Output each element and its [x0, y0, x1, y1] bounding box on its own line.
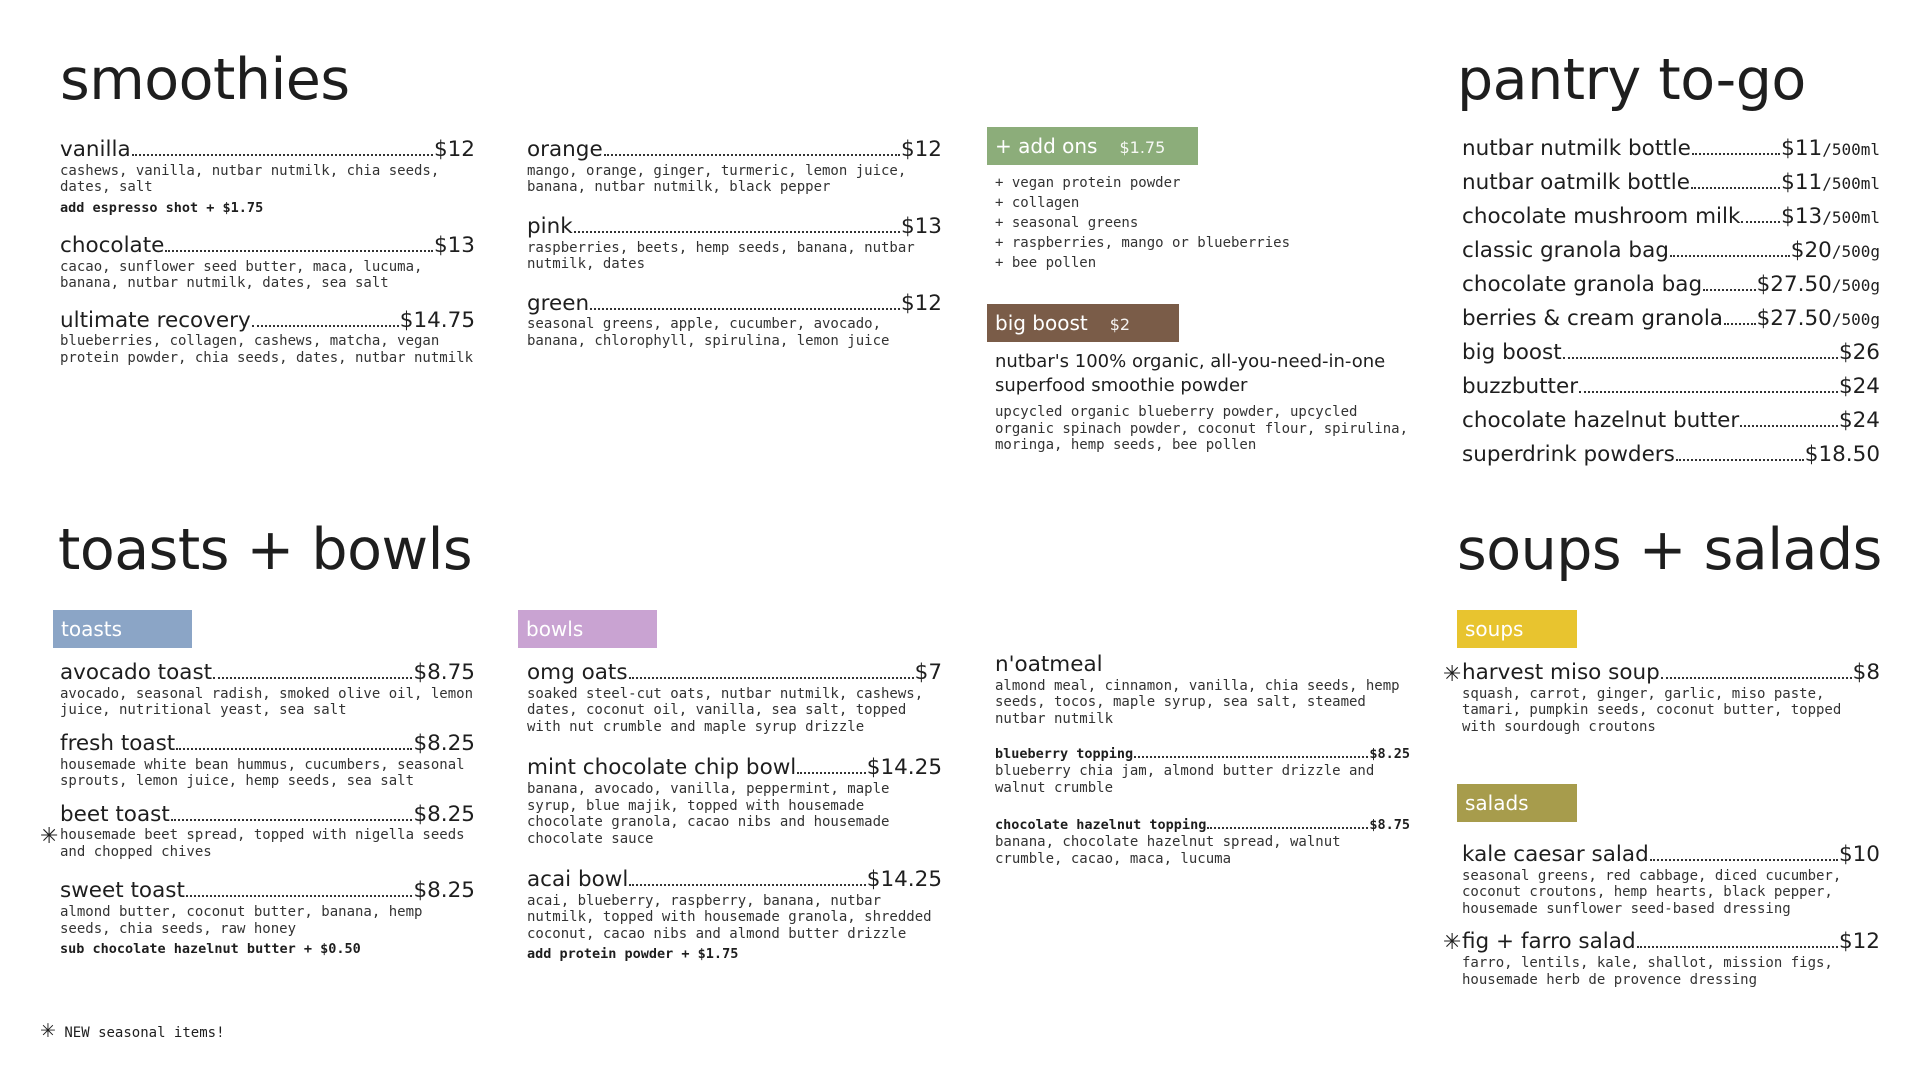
pantry-item [1462, 306, 1880, 340]
big-boost-price: $2 [1109, 315, 1131, 334]
pantry-item [1462, 170, 1880, 204]
item-description: squash, carrot, ginger, garlic, miso paste, tamari, pumpkin seeds, coconut butter, topped with sourdough croutons [1462, 685, 1842, 735]
item-unit: /500ml [1822, 208, 1880, 227]
item-unit: /500ml [1822, 140, 1880, 159]
item-price: $26 [1838, 340, 1880, 365]
bowls-tag: bowls [518, 610, 657, 648]
soups-salads-heading: soups + salads [1457, 517, 1882, 583]
item-price: $12 [900, 290, 942, 316]
leader-dots [629, 677, 914, 679]
item-description: avocado, seasonal radish, smoked olive oil, lemon juice, nutritional yeast, sea salt [60, 685, 474, 719]
item-price: $24 [1838, 408, 1880, 433]
item-price: $8.75 [413, 660, 475, 685]
item-unit: /500g [1831, 242, 1880, 261]
item-name: omg oats [527, 660, 628, 685]
item-name: superdrink powders [1462, 442, 1675, 467]
item-description: almond butter, coconut butter, banana, hemp seeds, chia seeds, raw honey [60, 904, 423, 937]
item-name: pink [527, 213, 573, 239]
leader-dots [165, 250, 433, 252]
item-description: raspberries, beets, hemp seeds, banana, nutbar nutmilk, dates [527, 239, 915, 273]
topping-item [995, 816, 1410, 867]
item-name: ultimate recovery [60, 307, 251, 333]
item-name: fresh toast [60, 730, 176, 756]
menu-item [527, 291, 942, 350]
item-price: $12 [433, 137, 475, 162]
item-price: $14.25 [866, 755, 942, 781]
list-item: + collagen [995, 195, 1080, 211]
item-price: $12 [1838, 929, 1880, 955]
topping-name: blueberry topping [995, 746, 1134, 763]
item-description: banana, avocado, vanilla, peppermint, maple syrup, blue majik, topped with housemade chocolate granola, cacao nibs and housemade chocolate sauce [527, 781, 890, 847]
item-extra: sub chocolate hazelnut butter + $0.50 [60, 941, 361, 958]
leader-dots [171, 819, 413, 821]
pantry-item [1462, 340, 1880, 374]
list-item: + seasonal greens [995, 215, 1139, 231]
item-unit: /500ml [1822, 174, 1880, 193]
leader-dots [1741, 221, 1780, 223]
bowls-list [527, 660, 942, 963]
item-price: $14.75 [399, 307, 475, 333]
item-price: $20 [1790, 238, 1832, 263]
big-boost-headline: nutbar's 100% organic, all-you-need-in-one superfood smoothie powder [995, 351, 1386, 396]
smoothies-heading: smoothies [60, 47, 350, 113]
footnote-text: NEW seasonal items! [64, 1025, 225, 1041]
item-price: $14.25 [866, 867, 942, 893]
item-description: acai, blueberry, raspberry, banana, nutbar nutmilk, topped with housemade granola, shredded coconut, cacao nibs and almond butter drizzle [527, 892, 932, 942]
leader-dots [629, 884, 865, 886]
add-ons-tag [987, 127, 1198, 165]
item-name: n'oatmeal [995, 652, 1103, 677]
menu-item [60, 731, 475, 790]
item-name: fig + farro salad [1462, 929, 1636, 955]
item-extra: add espresso shot + $1.75 [60, 199, 264, 216]
topping-description: banana, chocolate hazelnut spread, walnut crumble, cacao, maca, lucuma [995, 834, 1341, 867]
item-price: $8.25 [413, 801, 475, 827]
leader-dots [797, 772, 865, 774]
new-item-star-icon: ✳ [40, 1020, 56, 1042]
item-price: $12 [900, 137, 942, 162]
item-name: classic granola bag [1462, 238, 1669, 263]
item-unit: /500g [1831, 276, 1880, 295]
leader-dots [1637, 946, 1838, 948]
leader-dots [1692, 153, 1780, 155]
item-name: chocolate [60, 232, 165, 258]
big-boost-label: big boost [995, 311, 1088, 335]
menu-item [1462, 842, 1880, 917]
pantry-list [1462, 136, 1880, 476]
pantry-item [1462, 408, 1880, 442]
item-name: chocolate granola bag [1462, 272, 1703, 297]
leader-dots [604, 154, 900, 156]
toasts-list [60, 660, 475, 958]
toasts-bowls-heading: toasts + bowls [58, 517, 473, 583]
menu-item [60, 878, 475, 958]
item-price: $13 [900, 213, 942, 239]
leader-dots [590, 308, 900, 310]
topping-price: $8.25 [1369, 746, 1410, 763]
add-ons-price: $1.75 [1119, 138, 1166, 157]
big-boost-details [995, 350, 1410, 454]
add-ons-label: + add ons [995, 134, 1098, 158]
toasts-tag: toasts [53, 610, 192, 648]
item-name: harvest miso soup [1462, 660, 1660, 685]
item-name: avocado toast [60, 660, 213, 685]
item-name: sweet toast [60, 878, 185, 904]
menu-item [60, 233, 475, 292]
item-name: buzzbutter [1462, 374, 1579, 399]
menu-item [527, 214, 942, 273]
leader-dots [1207, 827, 1368, 829]
pantry-item [1462, 204, 1880, 238]
leader-dots [1740, 425, 1838, 427]
add-ons-list [995, 173, 1395, 273]
item-unit: /500g [1831, 310, 1880, 329]
leader-dots [213, 677, 412, 679]
menu-item [527, 755, 942, 847]
item-price: $8 [1852, 660, 1880, 685]
leader-dots [1691, 187, 1780, 189]
salads-tag: salads [1457, 784, 1577, 822]
item-name: orange [527, 137, 603, 162]
item-description: cacao, sunflower seed butter, maca, lucuma, banana, nutbar nutmilk, dates, sea salt [60, 258, 423, 292]
smoothies-col-1 [60, 137, 475, 366]
item-name: berries & cream granola [1462, 306, 1723, 331]
list-item: + vegan protein powder [995, 175, 1181, 191]
noatmeal-block [995, 652, 1410, 867]
item-description: mango, orange, ginger, turmeric, lemon juice, banana, nutbar nutmilk, black pepper [527, 162, 907, 196]
leader-dots [1724, 323, 1756, 325]
topping-name: chocolate hazelnut topping [995, 817, 1207, 834]
leader-dots [186, 895, 413, 897]
list-item: + raspberries, mango or blueberries [995, 235, 1291, 251]
item-price: $13 [1781, 204, 1823, 229]
pantry-heading: pantry to-go [1457, 47, 1806, 113]
menu-item [1462, 660, 1880, 735]
leader-dots [1676, 459, 1804, 461]
item-price: $27.50 [1756, 306, 1832, 331]
item-name: acai bowl [527, 867, 629, 893]
pantry-item [1462, 374, 1880, 408]
item-name: vanilla [60, 137, 131, 162]
leader-dots [132, 154, 433, 156]
list-item: + bee pollen [995, 255, 1097, 271]
item-name: kale caesar salad [1462, 842, 1649, 867]
new-item-star-icon: ✳ [40, 824, 59, 849]
item-description: housemade beet spread, topped with nigella seeds and chopped chives [60, 827, 465, 860]
topping-description: blueberry chia jam, almond butter drizzle and walnut crumble [995, 763, 1375, 796]
topping-item [995, 745, 1410, 796]
leader-dots [252, 325, 399, 327]
leader-dots [1579, 391, 1838, 393]
menu-item [60, 802, 475, 861]
soups-tag: soups [1457, 610, 1577, 648]
item-price: $24 [1838, 374, 1880, 399]
item-description: seasonal greens, apple, cucumber, avocado, banana, chlorophyll, spirulina, lemon juice [527, 316, 890, 349]
big-boost-tag [987, 304, 1179, 342]
leader-dots [1563, 357, 1838, 359]
item-name: nutbar oatmilk bottle [1462, 170, 1690, 195]
menu-item [527, 137, 942, 196]
menu-item [527, 867, 942, 963]
big-boost-description: upcycled organic blueberry powder, upcycled organic spinach powder, coconut flour, spirulina, moringa, hemp seeds, bee pollen [995, 404, 1409, 453]
item-description: almond meal, cinnamon, vanilla, chia seeds, hemp seeds, tocos, maple syrup, sea salt, steamed nutbar nutmilk [995, 677, 1400, 727]
leader-dots [1703, 289, 1755, 291]
item-price: $8.25 [413, 878, 475, 904]
item-name: mint chocolate chip bowl [527, 755, 797, 781]
pantry-item [1462, 272, 1880, 306]
pantry-item [1462, 136, 1880, 170]
leader-dots [1650, 859, 1838, 861]
item-name: green [527, 290, 590, 316]
item-price: $7 [914, 660, 942, 685]
item-price: $11 [1781, 170, 1823, 195]
item-name: nutbar nutmilk bottle [1462, 136, 1691, 161]
salads-list [1462, 842, 1880, 988]
leader-dots [574, 231, 900, 233]
item-name: big boost [1462, 340, 1562, 365]
item-price: $27.50 [1756, 272, 1832, 297]
smoothies-col-2 [527, 137, 942, 349]
menu-item [527, 660, 942, 735]
menu-item [60, 308, 475, 367]
item-description: blueberries, collagen, cashews, matcha, vegan protein powder, chia seeds, dates, nutbar nutmilk [60, 333, 474, 366]
menu-item [60, 660, 475, 719]
item-description: housemade white bean hummus, cucumbers, seasonal sprouts, lemon juice, hemp seeds, sea salt [60, 756, 465, 790]
leader-dots [1134, 756, 1368, 758]
item-price: $8.25 [413, 730, 475, 756]
new-item-star-icon: ✳ [1443, 662, 1462, 687]
item-description: cashews, vanilla, nutbar nutmilk, chia seeds, dates, salt [60, 162, 440, 196]
item-price: $10 [1838, 842, 1880, 867]
item-name: beet toast [60, 801, 170, 827]
menu-item [1462, 929, 1880, 988]
item-description: seasonal greens, red cabbage, diced cucumber, coconut croutons, hemp hearts, black pepper, housemade sunflower seed-based dressing [1462, 867, 1842, 917]
pantry-item [1462, 238, 1880, 272]
topping-price: $8.75 [1369, 817, 1410, 834]
footnote [40, 1022, 225, 1041]
item-extra: add protein powder + $1.75 [527, 946, 739, 963]
menu-item [60, 137, 475, 217]
item-price: $11 [1781, 136, 1823, 161]
item-price: $13 [433, 232, 475, 258]
item-description: soaked steel-cut oats, nutbar nutmilk, cashews, dates, coconut oil, vanilla, sea salt, topped with nut crumble and maple syrup drizzle [527, 685, 924, 735]
pantry-item [1462, 442, 1880, 476]
item-price: $18.50 [1804, 442, 1880, 467]
leader-dots [1670, 255, 1790, 257]
soups-list [1462, 660, 1880, 735]
leader-dots [176, 748, 412, 750]
leader-dots [1661, 677, 1852, 679]
item-name: chocolate hazelnut butter [1462, 408, 1740, 433]
item-name: chocolate mushroom milk [1462, 204, 1741, 229]
item-description: farro, lentils, kale, shallot, mission figs, housemade herb de provence dressing [1462, 955, 1833, 988]
new-item-star-icon: ✳ [1443, 930, 1462, 955]
